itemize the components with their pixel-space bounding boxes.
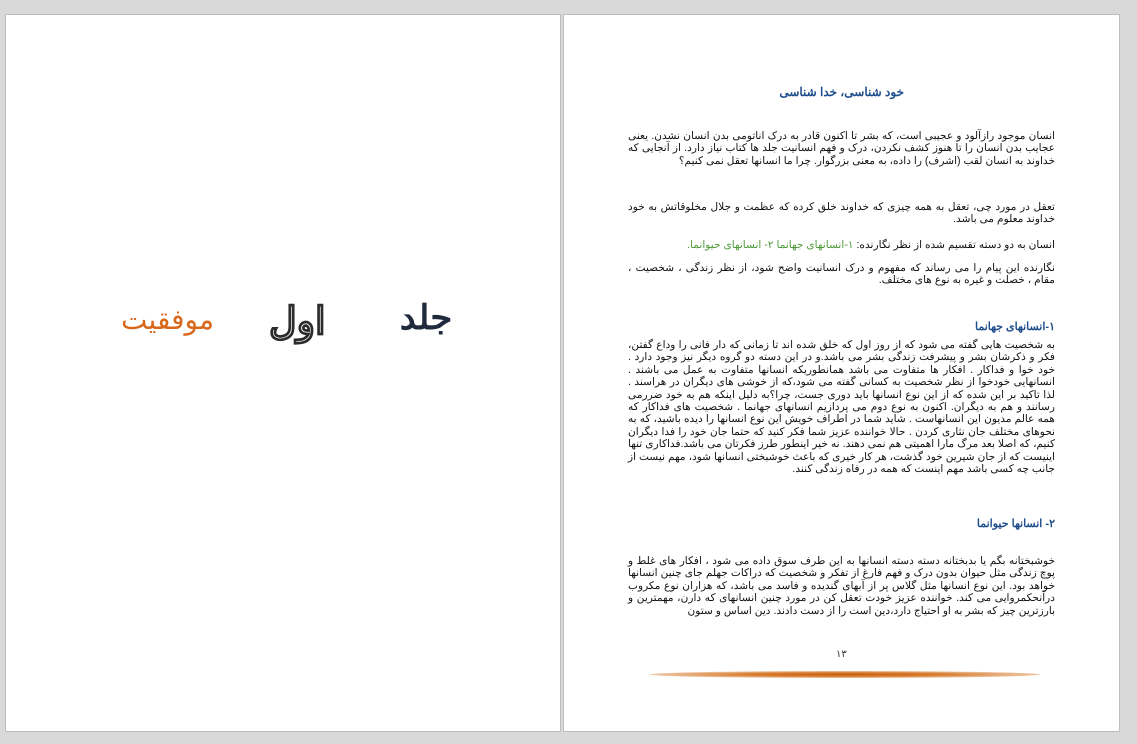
left-page <box>5 14 561 732</box>
page-title: خود شناسی، خدا شناسی <box>779 85 904 99</box>
paragraph-text: به شخصیت هایی گفته می شود که از روز اول که خلق شده اند تا زمانی که دار فانی را وداع گفتن، فکر و ذکرشان بشر و پیشرفت زندگی بشر می باشد.و در این دسته دو گروه دیگر نیز وجود دارد . خود خوا و فداکار . افکار ها متفاوت می باشد همانطوریکه انسانها متفاوت به عمل می باشند . انسانهایی خودخوا از نظر شخصیت به کسانی گفته می شود،که از خوشی های دیگران در هراسند . لذا تاکید بر این شده که از این نوع انسانها باید دوری جست، چرا؟به دلیل اینکه هم به خود ضررمی رسانند و هم به دیگران. اکنون به نوع دوم می پردازیم انسانهای جهانما . شخصیت های فداکار که همه عالم مدیون این انسانهاست . شاید شما در اطراف خویش این نوع انسانها را دیده باشید، که به نحوهای مختلف جان نثاری کردن . حالا خواننده عزیز شما فکر کنید که حتما جان خود را فدا دیگران کنیم، که اصلا بعد مرگ مارا اهمیتی هم نمی دهند. نه خیر اینطور طرز فکرتان می باشد.فداکاری تنها اینیست که از جان شیرین خود گذشت، هر کار خیری که باعث خوشبختی انسانها شود، مهم نیست از جانب چه کسی باشد مهم اینست که همه در رفاه زندگی کنند. <box>628 339 1055 476</box>
cover-word-movafaghiat: موفقیت <box>121 303 214 336</box>
footer-divider <box>650 671 1040 678</box>
section-heading-2: ۲- انسانها حیوانما <box>976 518 1055 530</box>
section-heading-1: ۱-انسانهای جهانما <box>974 321 1055 333</box>
categories-highlight: ۱-انسانهای جهانما ۲- انسانهای حیوانما. <box>687 239 854 251</box>
cover-word-jeld: جلد <box>399 298 453 338</box>
categories-prefix: انسان به دو دسته تقسیم شده از نظر نگارنده: <box>853 239 1055 251</box>
page-number: ۱۳ <box>836 649 847 660</box>
paragraph-section-2 <box>628 555 1055 617</box>
paragraph-categories <box>628 239 1055 251</box>
paragraph-purpose <box>628 262 1055 287</box>
paragraph-section-1 <box>628 339 1055 475</box>
right-page <box>563 14 1120 732</box>
paragraph-text: خوشبختانه بگم یا بدبختانه دسته دسته انسانها به این طرف سوق داده می شود ، افکار های غلط و پوچ زندگی مثل حیوان بدون درک و فهم فارغ از تفکر و شخصیت که دراکات جهلم جای چنین انسانها خواهد بود. این نوع انسانها مثل گلاس پر از آبهای گندیده و فاسد می باشد، که هزاران نوع مکروب درآنحکمروایی می کند. خواننده عزیز خودت تعقل کن در مورد چنین انسانهای که دارن، مهمترین و بارزترین چیز که بشر به او احتیاج دارد،دین است را از دست دادند. دین اساس و ستون <box>628 555 1055 617</box>
paragraph-intro <box>628 130 1055 167</box>
cover-word-aval: اول <box>269 298 326 343</box>
paragraph-reflection <box>628 201 1055 226</box>
paragraph-text: نگارنده این پیام را می رساند که مفهوم و درک انسانیت واضح شود، از نظر زندگی ، شخصیت ، مقام ، خصلت و غیره به نوع های مختلف. <box>628 262 1055 287</box>
paragraph-text: تعقل در مورد چی، تعقل به همه چیزی که خداوند خلق کرده که عظمت و جلال مخلوقاتش به خود خداوند معلوم می باشد. <box>628 201 1055 226</box>
paragraph-text: انسان موجود رازآلود و عجیبی است، که بشر تا اکنون قادر به درک اناتومی بدن انسان نشدن. یعنی عجایب بدن انسان را تا هنوز کشف نکردن، درک و فهم انسانیت جلد ها کتاب نیاز دارد. از آنجایی که خداوند به انسان لقب (اشرف) را داده، به معنی بزرگوار. چرا ما انسانها تعقل نمی کنیم؟ <box>628 130 1055 167</box>
paragraph-text <box>628 239 1055 251</box>
